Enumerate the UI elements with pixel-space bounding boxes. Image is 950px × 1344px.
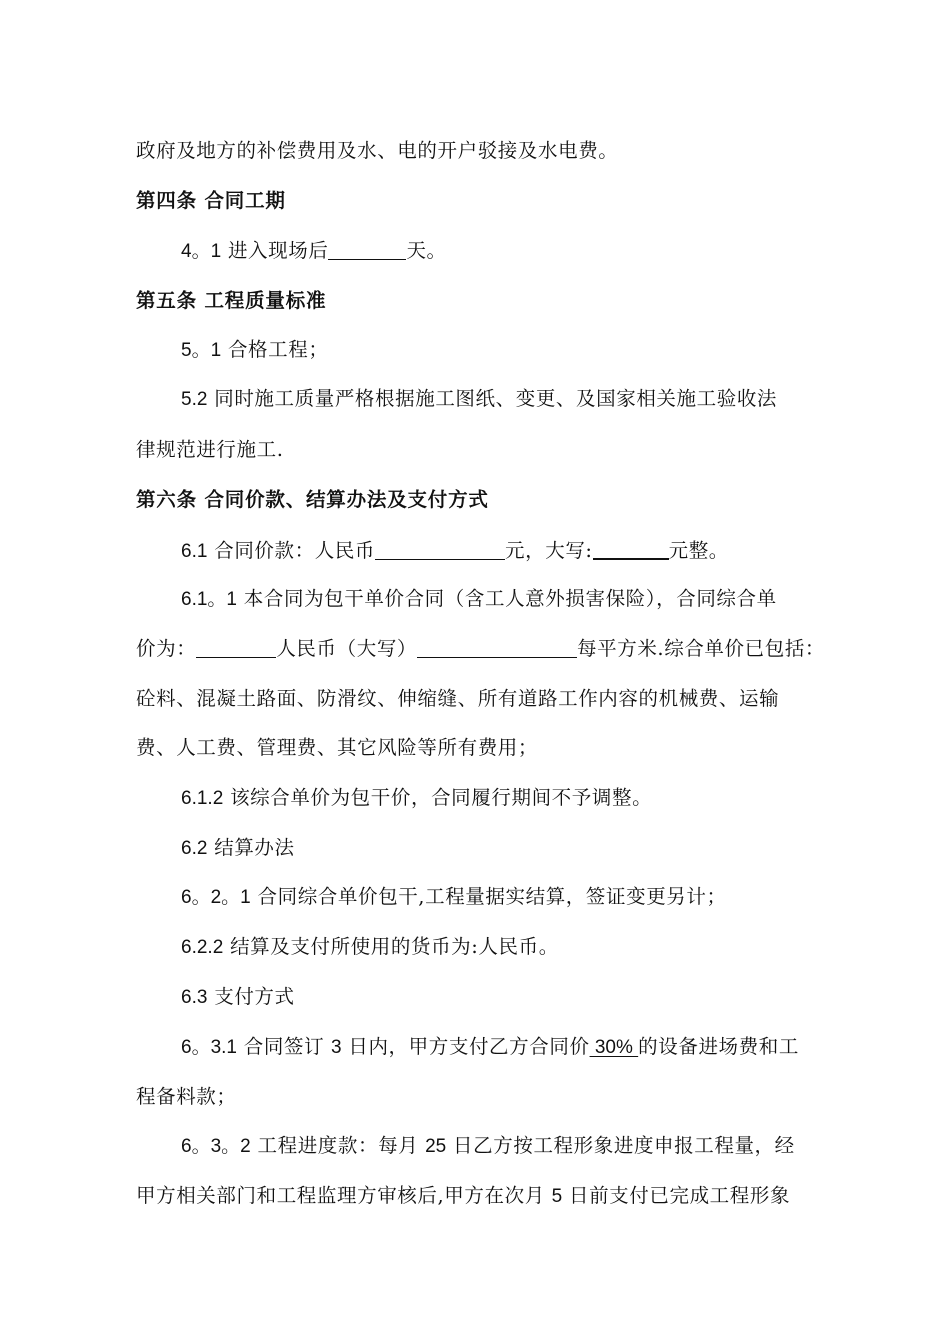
clause-6-3-2 [181, 1132, 866, 1161]
clause-6-1-1 [181, 585, 866, 614]
clause-6-1 [181, 536, 866, 566]
clause-6-3 [181, 983, 866, 1012]
clause-number: 6。2。1 [181, 887, 251, 908]
article-6-heading [136, 486, 866, 514]
clause-text: 费、人工费、管理费、其它风险等所有费用； [136, 736, 539, 759]
clause-text: 日内，甲方支付乙方合同价 [341, 1035, 590, 1058]
clause-text: 合格工程； [221, 338, 329, 361]
clause-6-1-1-cont [136, 734, 866, 762]
clause-6-1-1-cont [136, 635, 896, 663]
clause-6-1-2 [181, 784, 866, 813]
fill-blank-amount [375, 537, 505, 560]
clause-text: 每平方米.综合单价已包括： [577, 637, 826, 660]
clause-text: 甲方相关部门和工程监理方审核后,甲方在次月 [136, 1184, 552, 1207]
clause-text: 天。 [406, 239, 447, 262]
article-5-heading [136, 287, 866, 315]
fill-blank-unit-price [196, 635, 276, 658]
day-value: 25 [425, 1136, 447, 1157]
heading-text: 第五条 工程质量标准 [136, 289, 327, 312]
text: 政府及地方的补偿费用及水、电的开户驳接及水电费。 [136, 139, 619, 162]
fill-blank-amount-words [593, 536, 669, 560]
fill-blank-days [328, 237, 406, 260]
clause-text: 工程进度款：每月 [250, 1134, 426, 1157]
clause-number: 6.2 [181, 838, 208, 859]
clause-text: 人民币（大写） [276, 637, 418, 660]
clause-5-1 [181, 336, 866, 365]
clause-6-3-1-cont [136, 1083, 866, 1111]
clause-6-3-2-cont [136, 1182, 866, 1211]
clause-text: 元整。 [668, 539, 729, 562]
clause-text: 合同综合单价包干,工程量据实结算，签证变更另计； [250, 885, 727, 908]
clause-5-2 [181, 385, 866, 414]
paragraph-compensation [136, 137, 866, 165]
clause-text: 日前支付已完成工程形象 [562, 1184, 791, 1207]
heading-text: 第六条 合同价款、结算办法及支付方式 [136, 488, 489, 511]
clause-text: 该综合单价为包干价，合同履行期间不予调整。 [223, 786, 653, 809]
clause-6-1-1-cont [136, 685, 866, 713]
clause-4-1 [181, 237, 866, 266]
clause-text: 合同签订 [236, 1035, 331, 1058]
clause-text: 进入现场后 [221, 239, 329, 262]
fill-blank-unit-price-words [417, 635, 577, 658]
clause-number: 6.1.2 [181, 788, 224, 809]
clause-text: 元，大写: [505, 539, 593, 562]
clause-number: 6。3。2 [181, 1136, 251, 1157]
day-value: 5 [551, 1186, 563, 1207]
article-4-heading [136, 187, 866, 215]
clause-text: 程备料款； [136, 1085, 237, 1108]
clause-number: 5。1 [181, 340, 222, 361]
clause-text: 同时施工质量严格根据施工图纸、变更、及国家相关施工验收法 [207, 387, 778, 410]
clause-text: 砼料、混凝土路面、防滑纹、伸缩缝、所有道路工作内容的机械费、运输 [136, 687, 780, 710]
clause-number: 4。1 [181, 241, 222, 262]
clause-number: 6.1。1 [181, 589, 237, 610]
clause-number: 6.2.2 [181, 937, 224, 958]
clause-number: 5.2 [181, 389, 208, 410]
clause-6-3-1 [181, 1033, 866, 1062]
clause-text: 结算办法 [207, 836, 295, 859]
clause-text: 支付方式 [207, 985, 295, 1008]
heading-text: 第四条 合同工期 [136, 189, 286, 212]
clause-number: 6。3.1 [181, 1037, 237, 1058]
clause-text: 的设备进场费和工 [638, 1035, 799, 1058]
clause-text: 律规范进行施工. [136, 438, 284, 461]
clause-text: 价为： [136, 637, 197, 660]
clause-5-2-cont [136, 436, 866, 464]
days-value: 3 [330, 1037, 342, 1058]
clause-text: 本合同为包干单价合同（含工人意外损害保险），合同综合单 [236, 587, 777, 610]
clause-text: 日乙方按工程形象进度申报工程量，经 [446, 1134, 795, 1157]
clause-text: 结算及支付所使用的货币为:人民币。 [223, 935, 559, 958]
clause-6-2-1 [181, 883, 866, 912]
clause-6-2-2 [181, 933, 866, 962]
clause-number: 6.1 [181, 541, 208, 562]
clause-number: 6.3 [181, 987, 208, 1008]
percentage-value: 30% [589, 1037, 639, 1058]
clause-text: 合同价款：人民币 [207, 539, 376, 562]
clause-6-2 [181, 834, 866, 863]
